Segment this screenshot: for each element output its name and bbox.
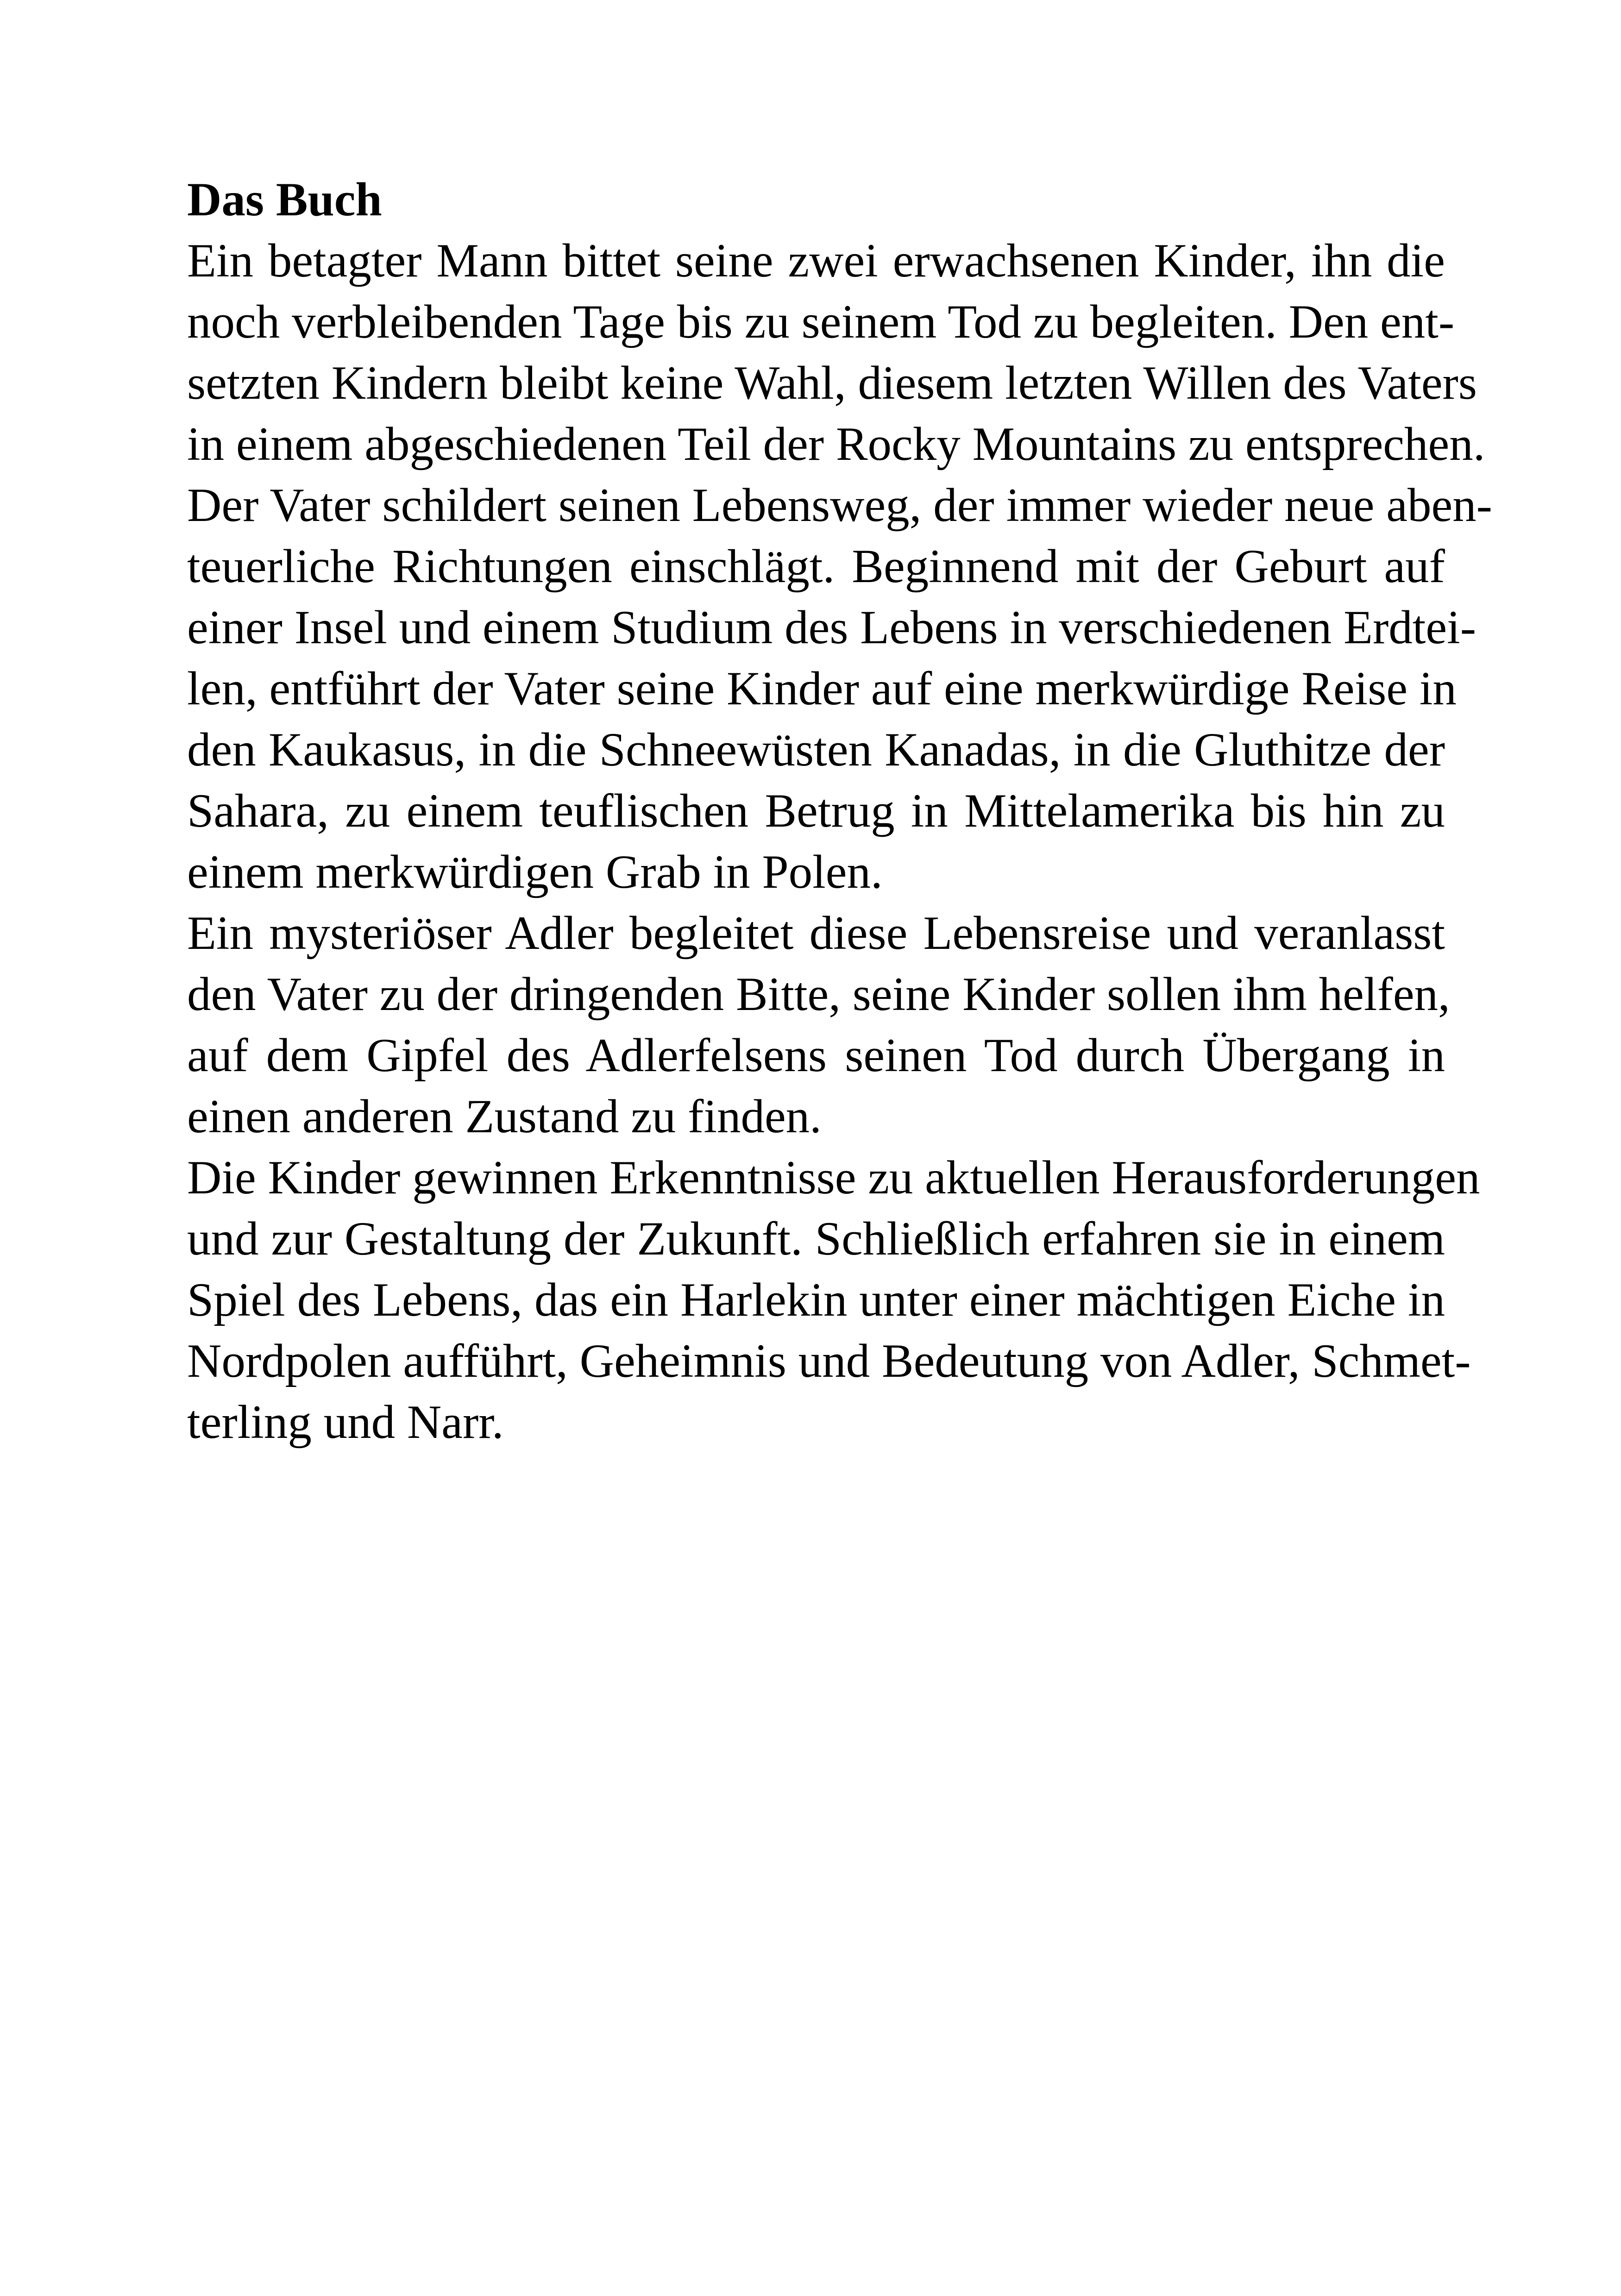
text-line: Die Kinder gewinnen Erkenntnisse zu aktuellen Herausforderungen	[187, 1151, 1480, 1204]
text-line: einen anderen Zustand zu finden.	[187, 1090, 822, 1143]
text-line: len, entführt der Vater seine Kinder auf eine merkwürdige Reise in	[187, 662, 1457, 715]
text-line: Spiel des Lebens, das ein Harlekin unter einer mächtigen Eiche in	[187, 1273, 1445, 1326]
page-heading: Das Buch	[187, 173, 382, 226]
text-line: Der Vater schildert seinen Lebensweg, der immer wieder neue aben-	[187, 479, 1492, 532]
text-line: Sahara, zu einem teuflischen Betrug in Mittelamerika bis hin zu	[187, 784, 1445, 837]
text-line: in einem abgeschiedenen Teil der Rocky Mountains zu entsprechen.	[187, 418, 1485, 470]
text-line: den Kaukasus, in die Schneewüsten Kanadas, in die Gluthitze der	[187, 723, 1445, 776]
text-line: teuerliche Richtungen einschlägt. Beginnend mit der Geburt auf	[187, 540, 1445, 593]
text-line: Ein mysteriöser Adler begleitet diese Lebensreise und veranlasst	[187, 907, 1445, 960]
text-line: setzten Kindern bleibt keine Wahl, diesem letzten Willen des Vaters	[187, 357, 1477, 409]
text-line: auf dem Gipfel des Adlerfelsens seinen Tod durch Übergang in	[187, 1029, 1445, 1082]
book-description	[187, 169, 1492, 1453]
text-line: und zur Gestaltung der Zukunft. Schließlich erfahren sie in einem	[187, 1212, 1445, 1265]
text-line: noch verbleibenden Tage bis zu seinem Tod zu begleiten. Den ent-	[187, 295, 1455, 348]
text-line: einer Insel und einem Studium des Lebens in verschiedenen Erdtei-	[187, 601, 1476, 654]
text-line: den Vater zu der dringenden Bitte, seine Kinder sollen ihm helfen,	[187, 968, 1450, 1021]
text-line: terling und Narr.	[187, 1396, 504, 1449]
text-line: Ein betagter Mann bittet seine zwei erwachsenen Kinder, ihn die	[187, 234, 1445, 287]
text-line: einem merkwürdigen Grab in Polen.	[187, 846, 883, 898]
text-line: Nordpolen aufführt, Geheimnis und Bedeutung von Adler, Schmet-	[187, 1335, 1471, 1387]
